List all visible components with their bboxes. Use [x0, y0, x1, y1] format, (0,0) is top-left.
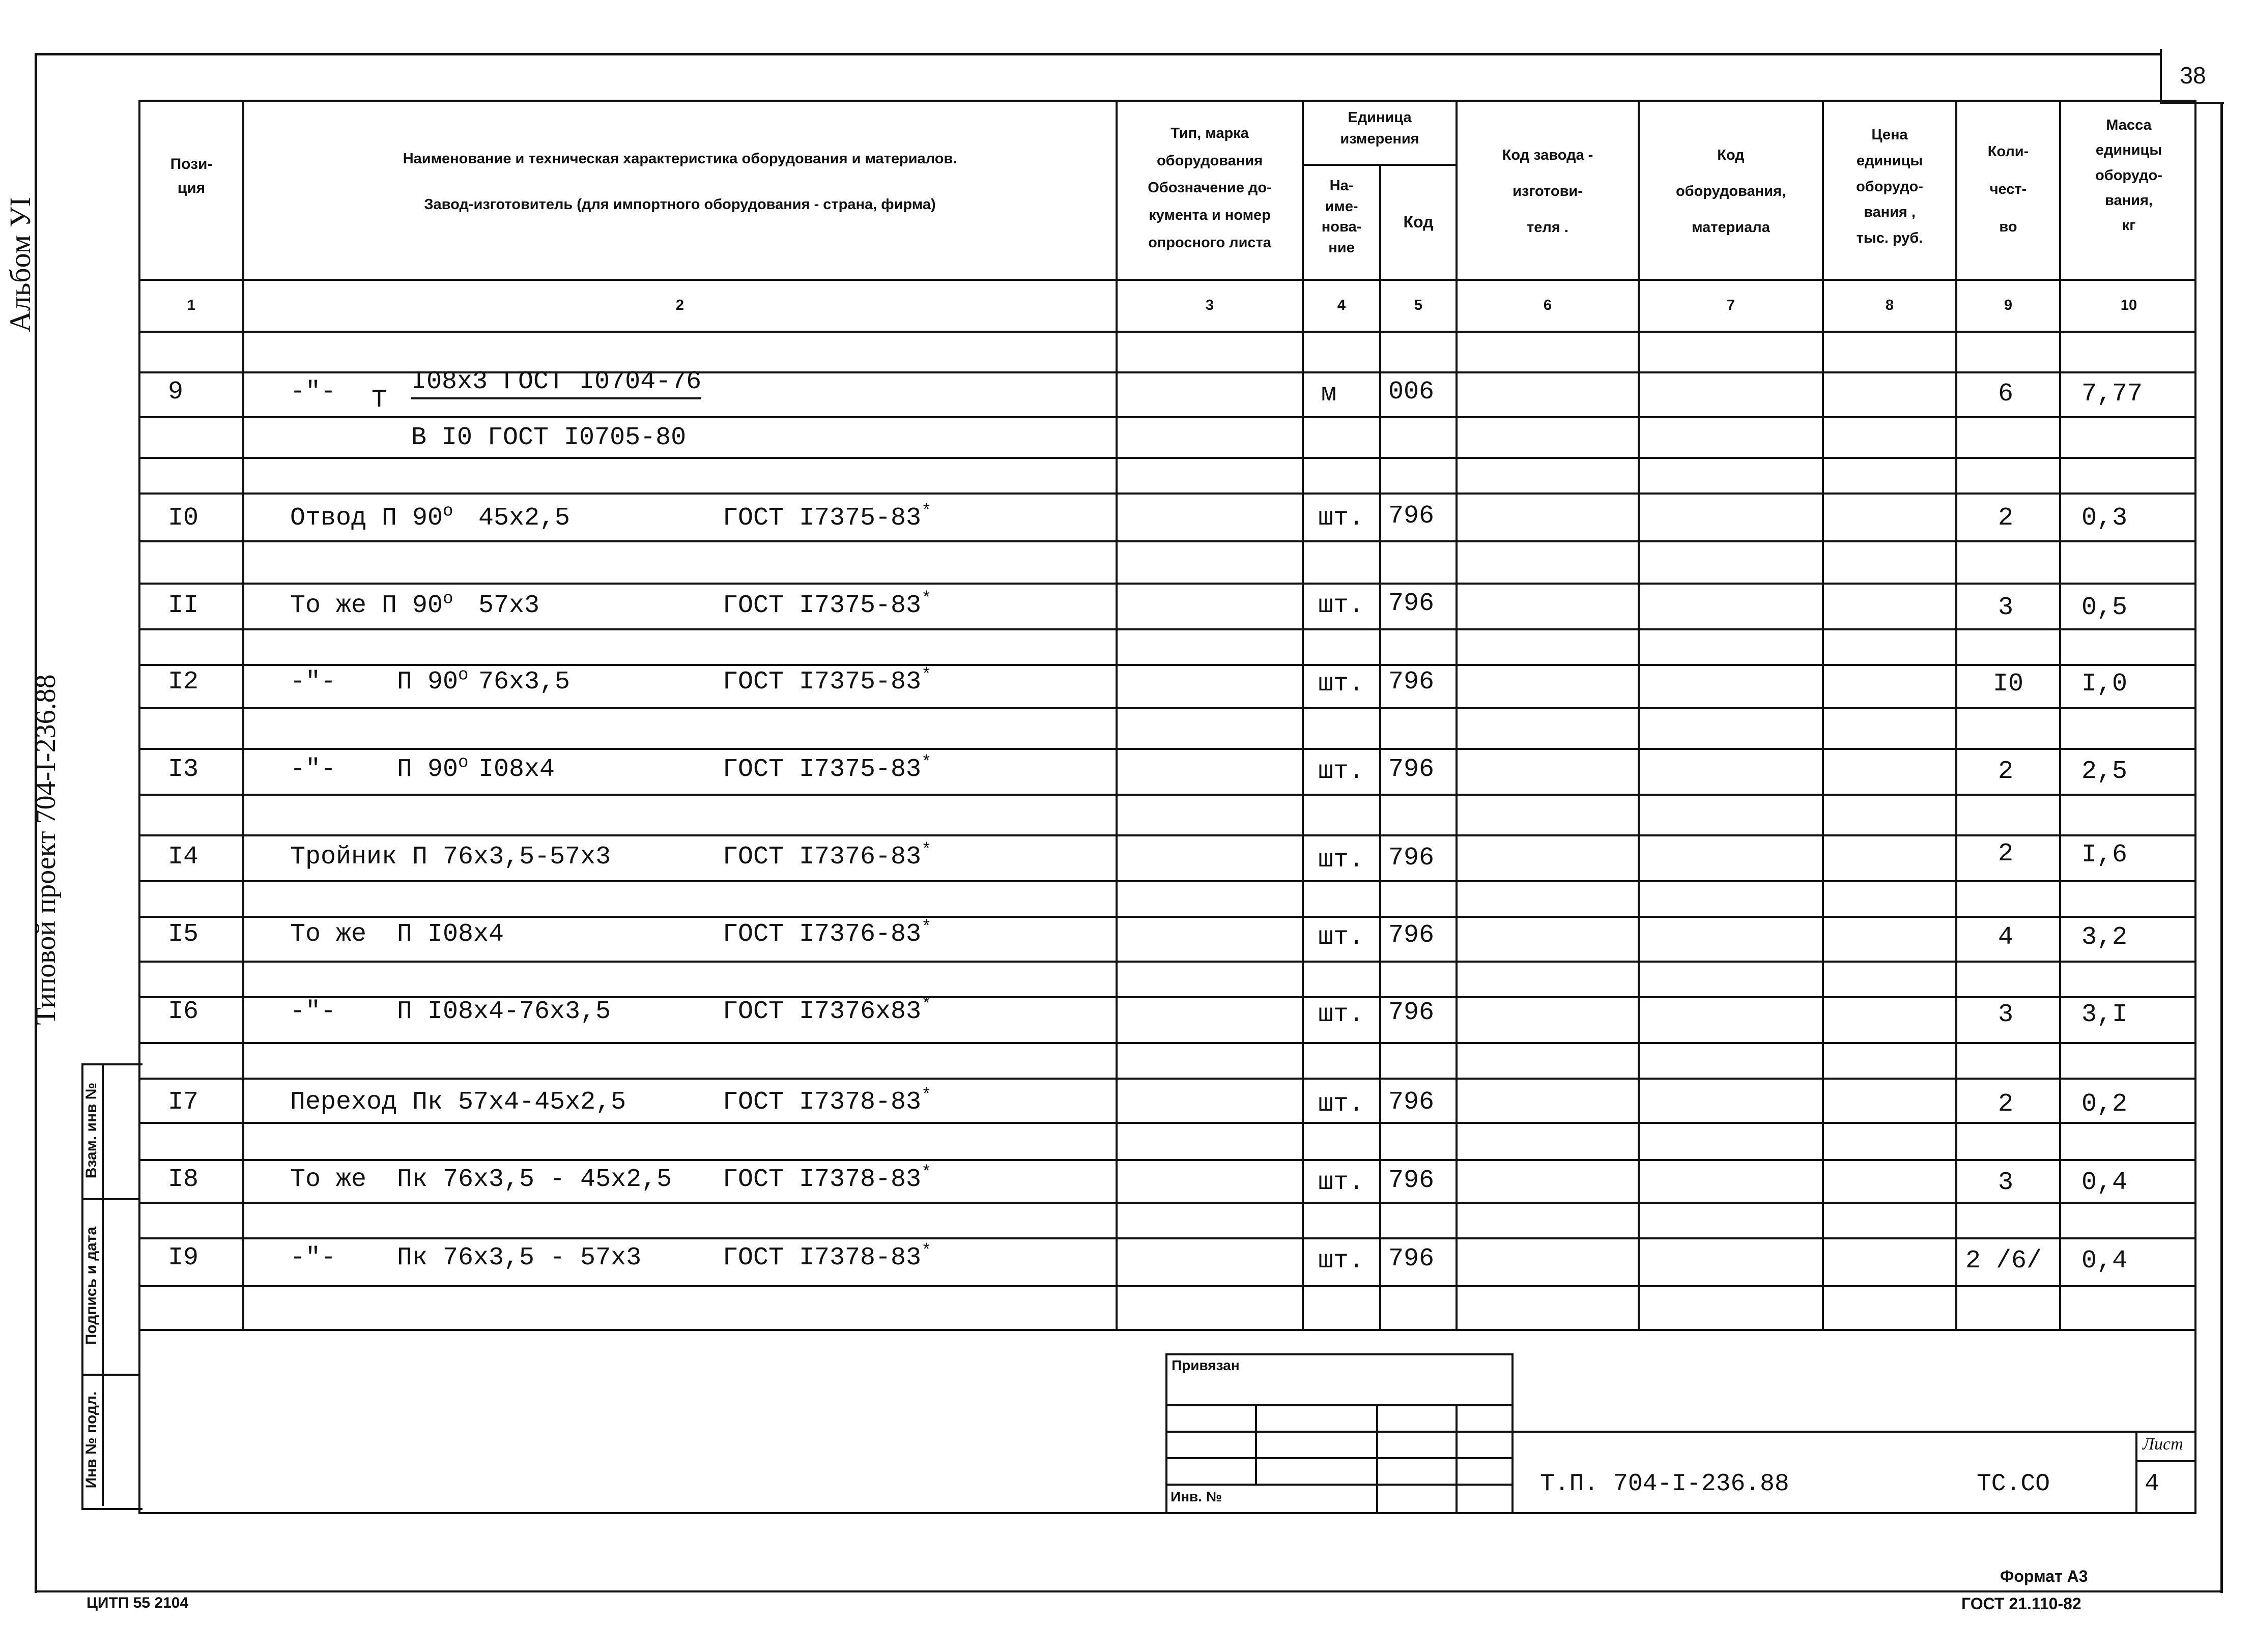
row-14-name: Тройник П 76х3,5-57х3 [290, 843, 611, 872]
header-col1: Пози- ция [170, 156, 213, 196]
row-12-spec: 76х3,5 [478, 668, 570, 697]
row-14-unit: шт. [1318, 846, 1364, 875]
col-line [2059, 100, 2061, 1330]
row-14-qty: 2 [1998, 839, 2014, 868]
row-14-mass: I,6 [2081, 841, 2128, 870]
row-13-name: П $90^о$ [397, 753, 469, 784]
col-line [1955, 100, 1957, 1330]
header-col3: Тип, марка оборудования Обозначение до- кумента и номер опросного листа [1148, 125, 1272, 251]
row-17-qty: 2 [1998, 1090, 2014, 1119]
row-line [138, 1078, 2196, 1080]
row-17-code: 796 [1388, 1088, 1435, 1117]
col-line [1456, 100, 1458, 1330]
header-col2-line2: Завод-изготовитель (для импортного оборудования - страна, фирма) [424, 196, 936, 213]
header-col5: Код [1403, 213, 1434, 231]
row-13-gost: ГОСТ I7375-83* [723, 753, 932, 784]
row-10-qty: 2 [1998, 504, 2014, 533]
row-19-mass: 0,4 [2081, 1247, 2128, 1276]
privyazan-col [1255, 1404, 1257, 1484]
colnum-9: 9 [2004, 297, 2013, 313]
sheet-label: Лист [2143, 1435, 2183, 1454]
row-12-unit: шт. [1318, 670, 1364, 699]
footer-format: Формат А3 [2000, 1567, 2088, 1585]
header-col4: На- име- нова- ние [1321, 178, 1362, 256]
row-12-code: 796 [1388, 668, 1435, 697]
row-18-pos: I8 [168, 1165, 199, 1194]
row-9-name: Т [372, 386, 387, 415]
row-line [138, 707, 2196, 709]
header-col7: Код оборудования, материала [1675, 147, 1786, 236]
header-bottom-line [138, 279, 2196, 281]
row-line [138, 916, 2196, 918]
privyazan-col [1456, 1404, 1458, 1514]
row-11-mass: 0,5 [2081, 593, 2128, 622]
row-line [138, 834, 2196, 836]
row-18-gost: ГОСТ I7378-83* [723, 1163, 932, 1194]
doc-mark: ТС.СО [1977, 1470, 2050, 1498]
row-line [138, 880, 2196, 882]
row-11-code: 796 [1388, 589, 1435, 618]
row-15-gost: ГОСТ I7376-83* [723, 918, 932, 949]
row-10-name: Отвод П $90^о$ [290, 502, 453, 533]
row-line [138, 1159, 2196, 1161]
row-17-unit: шт. [1318, 1090, 1364, 1119]
row-9-code: 006 [1388, 378, 1435, 407]
row-19-qty: 2 /6/ [1965, 1247, 2042, 1276]
row-10-gost: ГОСТ I7375-83* [723, 502, 932, 533]
row-12-name: П $90^о$ [397, 665, 469, 697]
colnum-2: 2 [675, 297, 684, 313]
footer-left: ЦИТП 55 2104 [87, 1595, 189, 1611]
row-15-mass: 3,2 [2081, 923, 2128, 952]
row-9-prefix: -"- [290, 378, 336, 407]
row-10-spec: 45х2,5 [478, 504, 570, 533]
row-16-gost: ГОСТ I7376х83* [723, 995, 932, 1026]
row-13-unit: шт. [1318, 757, 1364, 786]
colnum-7: 7 [1726, 297, 1735, 313]
row-18-unit: шт. [1318, 1168, 1364, 1197]
row-9-mass: 7,77 [2081, 380, 2143, 409]
row-16-spec: П I08х4-76х3,5 [397, 997, 611, 1026]
row-line [138, 961, 2196, 963]
row-10-mass: 0,3 [2081, 504, 2128, 533]
row-15-name: То же [290, 920, 367, 949]
row-16-unit: шт. [1318, 1000, 1364, 1029]
privyazan-line [1165, 1484, 1514, 1486]
row-line [138, 416, 2196, 418]
row-14-gost: ГОСТ I7376-83* [723, 841, 932, 872]
row-11-unit: шт. [1318, 591, 1364, 620]
row-line [138, 628, 2196, 630]
colnum-3: 3 [1205, 297, 1214, 313]
privyazan-line [1165, 1431, 1514, 1433]
header-col9: Коли- чест- во [1987, 143, 2029, 235]
row-19-pos: I9 [168, 1243, 199, 1272]
row-17-pos: I7 [168, 1088, 199, 1117]
row-18-name: То же [290, 1165, 367, 1194]
stamp-label-podpis: Подпись и дата [83, 1226, 100, 1345]
row-11-qty: 3 [1998, 593, 2014, 622]
row-9-spec2: В I0 ГОСТ I0705-80 [411, 423, 687, 452]
row-12-mass: I,0 [2081, 670, 2128, 699]
row-line [138, 664, 2196, 666]
row-13-prefix: -"- [290, 755, 336, 784]
row-11-name: То же П $90^о$ [290, 589, 453, 620]
row-line [138, 540, 2196, 542]
album-label: Альбом УI [4, 196, 37, 333]
doc-code: Т.П. 704-I-236.88 [1540, 1470, 1789, 1498]
footer-standard: ГОСТ 21.110-82 [1961, 1595, 2081, 1613]
row-line [138, 583, 2196, 585]
unit-group-line [1302, 164, 1456, 166]
stamp-label-inv: Инв № подл. [83, 1391, 100, 1489]
row-15-spec: П I08х4 [397, 920, 504, 949]
row-12-gost: ГОСТ I7375-83* [723, 665, 932, 697]
privyazan-line [1165, 1457, 1514, 1459]
page-number: 38 [2160, 49, 2224, 104]
colnum-bottom-line [138, 331, 2196, 333]
sheet-bottom-line [35, 1590, 2223, 1592]
row-14-code: 796 [1388, 844, 1435, 873]
row-15-qty: 4 [1998, 923, 2014, 952]
colnum-6: 6 [1543, 297, 1552, 313]
row-line [138, 1122, 2196, 1124]
row-9-unit: м [1321, 380, 1337, 409]
row-11-pos: II [168, 591, 199, 620]
colnum-10: 10 [2120, 297, 2137, 313]
row-line [138, 794, 2196, 796]
row-17-gost: ГОСТ I7378-83* [723, 1086, 932, 1117]
col-line [1638, 100, 1640, 1330]
row-13-code: 796 [1388, 755, 1435, 784]
row-19-gost: ГОСТ I7378-83* [723, 1241, 932, 1272]
row-16-code: 796 [1388, 998, 1435, 1027]
row-9-pos: 9 [168, 378, 184, 407]
row-line [138, 492, 2196, 495]
inv-no-label: Инв. № [1171, 1489, 1222, 1504]
row-13-pos: I3 [168, 755, 199, 784]
stamp-divider [102, 1063, 104, 1506]
row-18-code: 796 [1388, 1166, 1435, 1195]
col-line [1116, 100, 1118, 1330]
header-col8: Цена единицы оборудо- вания , тыс. руб. [1856, 127, 1923, 246]
row-16-prefix: -"- [290, 997, 336, 1026]
stamp-divider [81, 1198, 140, 1200]
row-19-code: 796 [1388, 1244, 1435, 1273]
privyazan-label: Привязан [1172, 1357, 1240, 1373]
row-10-code: 796 [1388, 502, 1435, 531]
row-19-prefix: -"- [290, 1243, 336, 1272]
header-col2-line1: Наименование и техническая характеристика оборудования и материалов. [403, 151, 957, 167]
row-14-pos: I4 [168, 843, 199, 872]
row-line [138, 748, 2196, 750]
row-line [138, 1285, 2196, 1287]
title-block-top [1514, 1431, 2196, 1433]
header-col10: Масса единицы оборудо- вания, кг [2095, 117, 2162, 234]
row-15-pos: I5 [168, 920, 199, 949]
row-line [138, 1237, 2196, 1239]
col-line [1379, 164, 1381, 1330]
row-17-mass: 0,2 [2081, 1090, 2128, 1119]
row-16-mass: 3,I [2081, 1000, 2128, 1029]
row-12-prefix: -"- [290, 668, 336, 697]
row-15-unit: шт. [1318, 923, 1364, 952]
row-18-mass: 0,4 [2081, 1168, 2128, 1197]
row-11-gost: ГОСТ I7375-83* [723, 589, 932, 620]
row-13-qty: 2 [1998, 757, 2014, 786]
row-line [138, 1042, 2196, 1044]
row-13-spec: I08х4 [478, 755, 555, 784]
row-11-spec: 57х3 [478, 591, 540, 620]
row-16-qty: 3 [1998, 1000, 2014, 1029]
sheet-number: 4 [2145, 1470, 2159, 1498]
row-19-spec: Пк 76х3,5 - 57х3 [397, 1243, 642, 1272]
row-13-mass: 2,5 [2081, 757, 2128, 786]
stamp-divider [81, 1374, 140, 1376]
row-17-name: Переход Пк 57х4-45х2,5 [290, 1088, 626, 1117]
colnum-1: 1 [187, 297, 196, 313]
privyazan-line [1165, 1404, 1514, 1406]
row-16-pos: I6 [168, 997, 199, 1026]
col-line [1302, 100, 1304, 1330]
row-12-qty: I0 [1993, 670, 2024, 699]
row-line [138, 457, 2196, 459]
row-15-code: 796 [1388, 921, 1435, 950]
stamp-label-vzam: Взам. инв № [83, 1082, 100, 1179]
row-18-spec: Пк 76х3,5 - 45х2,5 [397, 1165, 672, 1194]
col-line [1822, 100, 1824, 1330]
header-col6: Код завода - изготови- теля . [1502, 147, 1593, 236]
privyazan-col [1376, 1404, 1378, 1514]
row-10-unit: шт. [1318, 504, 1364, 533]
colnum-8: 8 [1885, 297, 1894, 313]
project-label: Типовой проект 704-I-236.88 [30, 674, 62, 1025]
row-12-pos: I2 [168, 668, 199, 697]
colnum-5: 5 [1414, 297, 1423, 313]
col-line [242, 100, 244, 1330]
row-line [138, 1329, 2196, 1331]
row-18-qty: 3 [1998, 1168, 2014, 1197]
header-unit-group: Единица измерения [1340, 109, 1419, 148]
title-block-divider [2135, 1431, 2137, 1514]
title-block-divider [2135, 1460, 2196, 1462]
row-9-spec: I08х3 ГОСТ I0704-76 [411, 367, 701, 399]
row-line [138, 1202, 2196, 1204]
row-19-unit: шт. [1318, 1247, 1364, 1276]
row-9-qty: 6 [1998, 380, 2014, 409]
row-10-pos: I0 [168, 504, 199, 533]
colnum-4: 4 [1337, 297, 1346, 313]
